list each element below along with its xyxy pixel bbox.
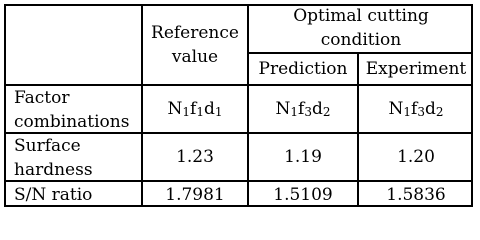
cell-prediction-sn: 1.5109	[273, 184, 333, 205]
factor-formula: N 1 f 3 d 2	[275, 99, 331, 119]
cell-reference-sn: 1.7981	[165, 184, 225, 205]
row-label-line1: S/N ratio	[14, 184, 93, 205]
header-experiment	[359, 54, 473, 84]
header-optimal-condition	[249, 4, 473, 52]
factor-formula: N 1 f 3 d 2	[388, 99, 444, 119]
header-optimal-line1: Optimal cutting	[293, 6, 429, 26]
cell-prediction-factor	[249, 86, 357, 132]
row-label-surface-hardness	[6, 134, 141, 180]
cell-prediction-hardness: 1.19	[284, 147, 322, 167]
factor-f: f	[190, 99, 197, 119]
header-prediction	[249, 54, 357, 84]
header-optimal-line2: condition	[320, 30, 402, 50]
row-label-sn-ratio	[6, 182, 141, 207]
row-label-line1: Surface	[14, 136, 81, 156]
factor-f: f	[411, 99, 418, 119]
cell-reference-factor	[143, 86, 247, 132]
header-experiment-label: Experiment	[365, 59, 467, 79]
factor-d: d	[311, 99, 323, 119]
row-label-line2: hardness	[14, 160, 93, 180]
factor-n: N	[275, 99, 291, 119]
header-reference-line1: Reference	[151, 23, 239, 43]
factor-d: d	[203, 99, 215, 119]
factor-d: d	[424, 99, 436, 119]
factor-n: N	[388, 99, 404, 119]
cell-experiment-sn: 1.5836	[386, 184, 446, 205]
row-label-factor-combinations	[6, 86, 141, 132]
factor-n: N	[167, 99, 183, 119]
row-label-line2: combinations	[14, 112, 130, 132]
cell-reference-hardness: 1.23	[176, 147, 214, 167]
header-reference-value	[143, 6, 247, 84]
factor-f: f	[298, 99, 305, 119]
cell-experiment-hardness: 1.20	[397, 147, 435, 167]
cell-experiment-factor	[359, 86, 473, 132]
header-prediction-label: Prediction	[258, 59, 348, 79]
row-label-line1: Factor	[14, 88, 70, 108]
factor-formula: N 1 f 1 d 1	[167, 99, 223, 119]
header-reference-line2: value	[171, 47, 219, 67]
